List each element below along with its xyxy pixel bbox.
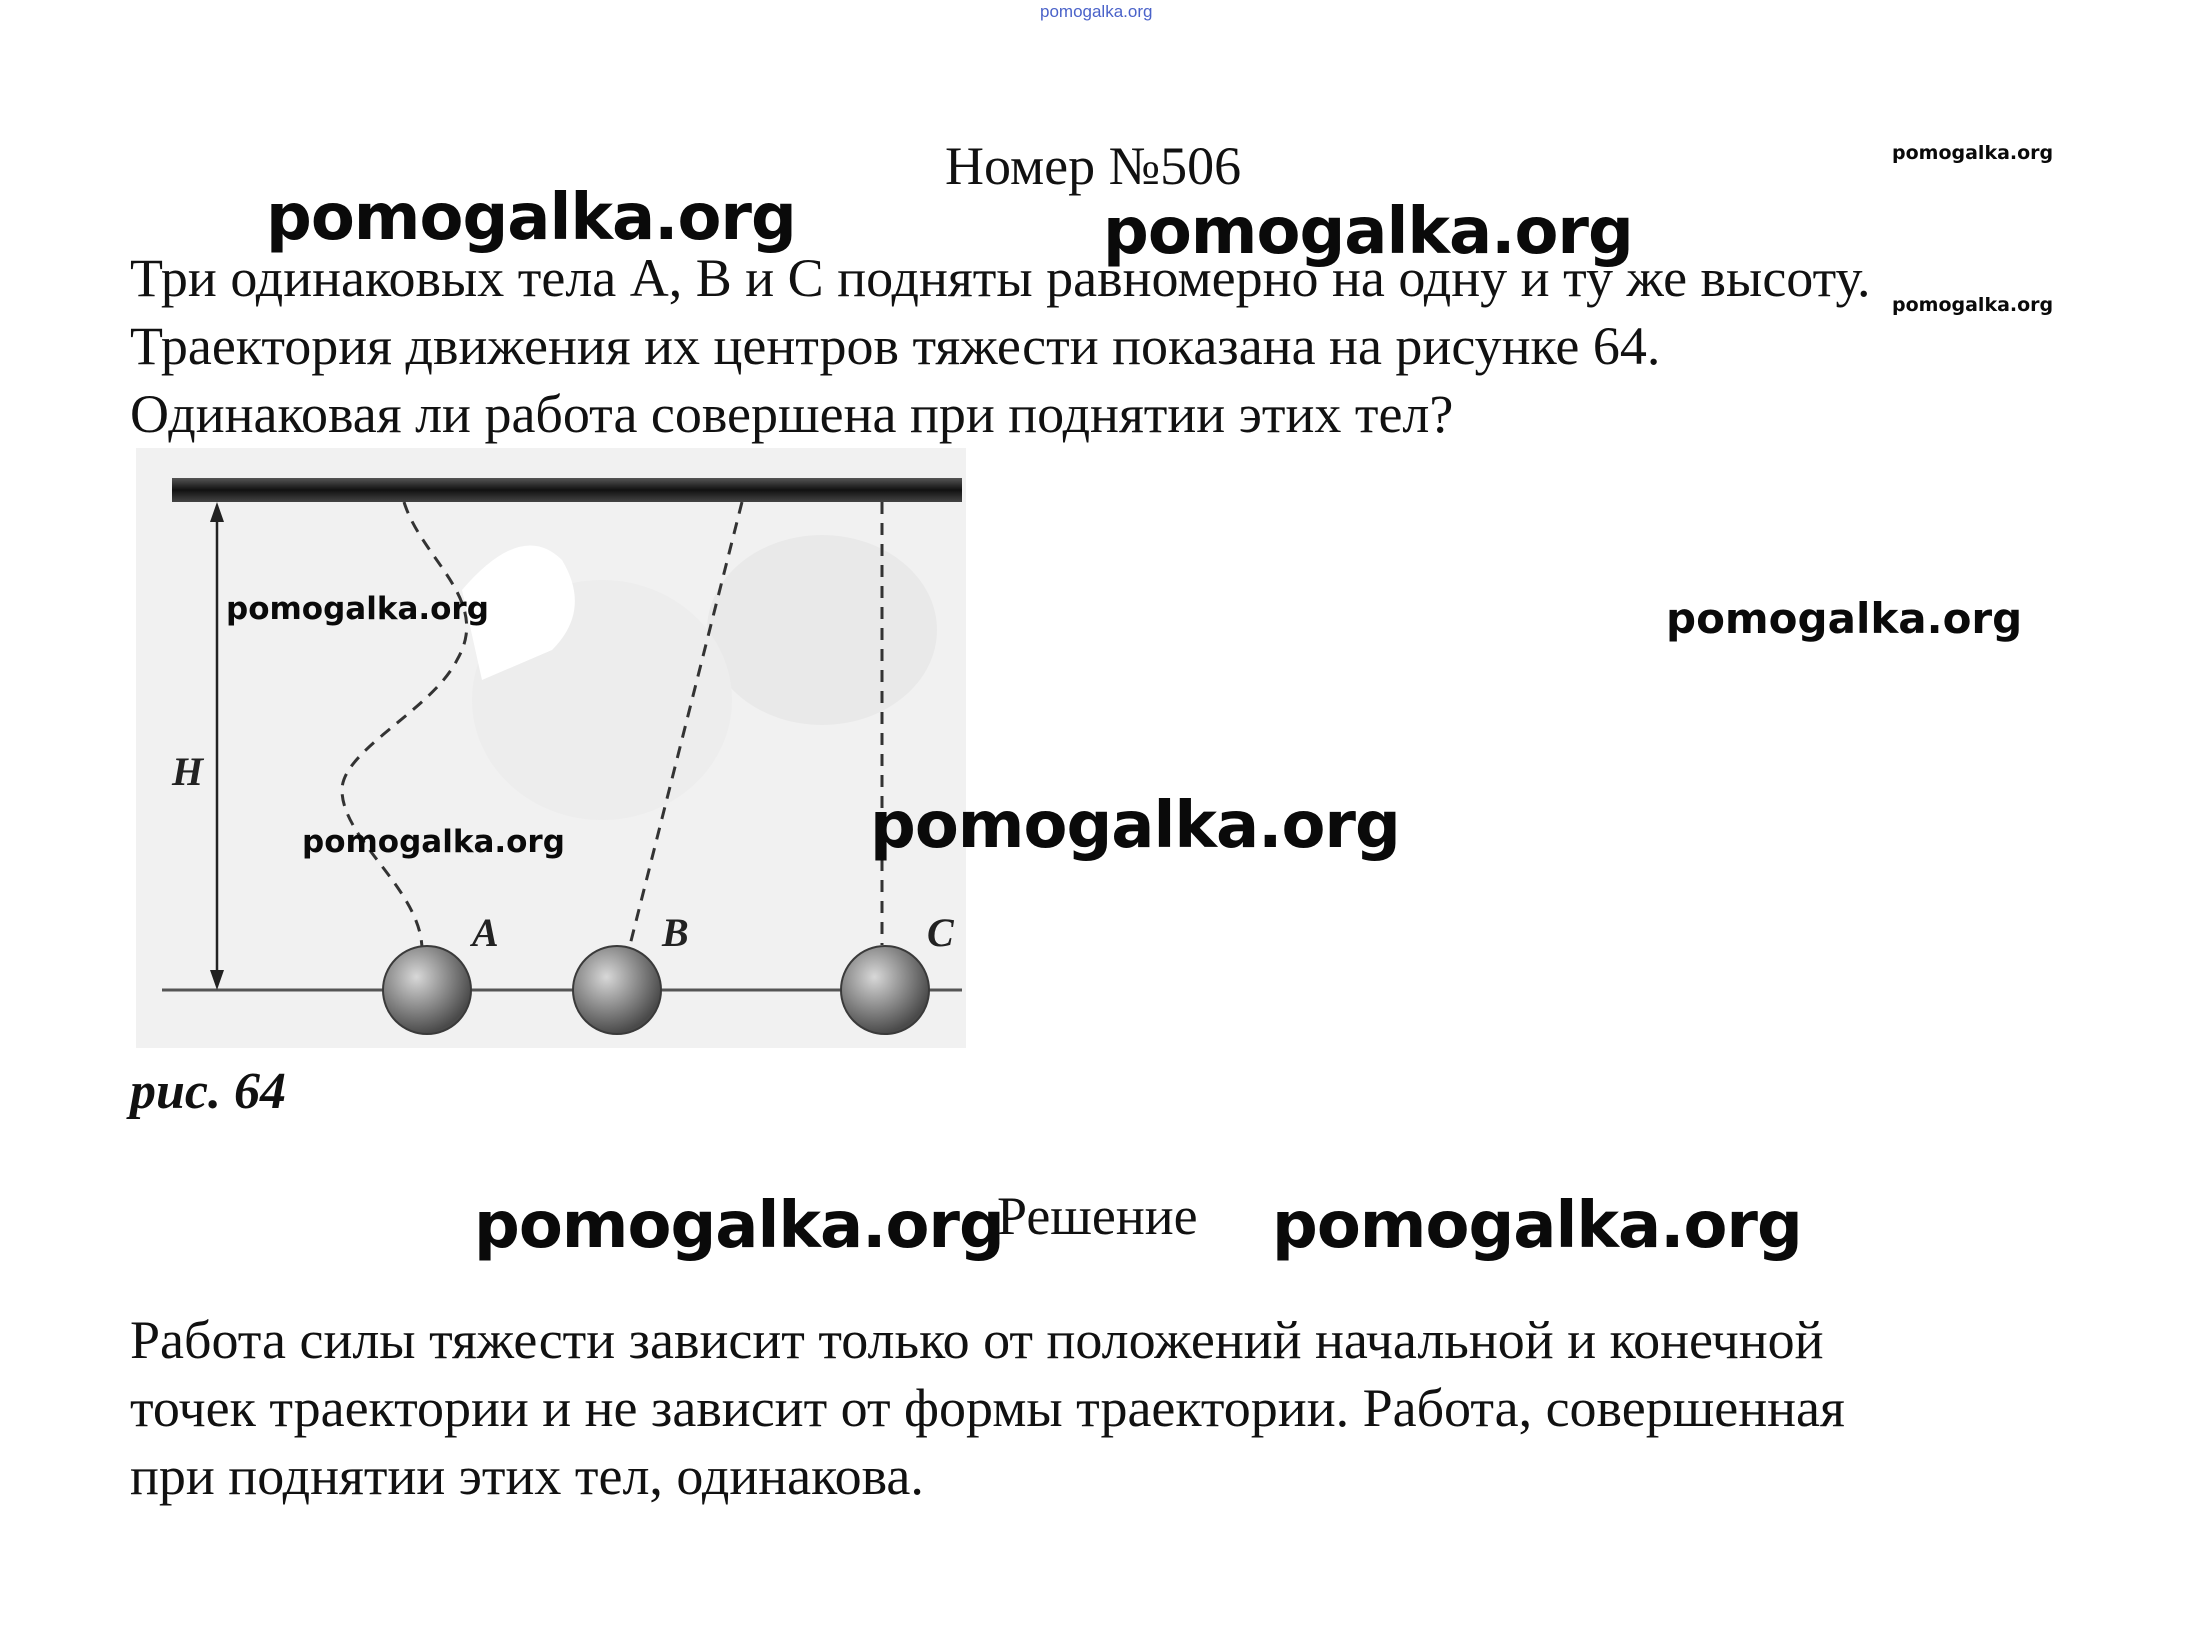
- figure-64: [132, 440, 972, 1055]
- answer-line-2: точек траектории и не зависит от формы траектории. Работа, совершенная: [130, 1378, 1845, 1438]
- watermark: pomogalka.org: [1666, 594, 2023, 643]
- label-b: B: [662, 910, 689, 955]
- ball-a: [383, 946, 471, 1034]
- background-blob: [707, 535, 937, 725]
- watermark: pomogalka.org: [1892, 294, 2054, 316]
- watermark: pomogalka.org: [302, 824, 565, 860]
- label-a: A: [472, 910, 499, 955]
- ceiling-beam: [172, 478, 962, 502]
- page-title: Номер №506: [945, 136, 1242, 196]
- watermark: pomogalka.org: [226, 591, 489, 627]
- figure-caption: рис. 64: [130, 1063, 286, 1120]
- watermark: pomogalka.org: [1272, 1189, 1802, 1263]
- answer-line-1: Работа силы тяжести зависит только от положений начальной и конечной: [130, 1310, 1824, 1370]
- ball-c: [841, 946, 929, 1034]
- watermark: pomogalka.org: [870, 789, 1400, 863]
- answer-line-3: при поднятии этих тел, одинакова.: [130, 1446, 924, 1506]
- watermark: pomogalka.org: [1892, 142, 2054, 164]
- question-line-2: Траектория движения их центров тяжести показана на рисунке 64.: [130, 316, 1661, 376]
- solution-heading: Решение: [997, 1186, 1198, 1246]
- label-c: C: [927, 910, 954, 955]
- top-watermark: pomogalka.org: [1040, 2, 1153, 21]
- question-line-3: Одинаковая ли работа совершена при поднятии этих тел?: [130, 384, 1454, 444]
- watermark: pomogalka.org: [1103, 195, 1633, 269]
- watermark: pomogalka.org: [266, 181, 796, 255]
- question-line-1: Три одинаковых тела А, В и С подняты равномерно на одну и ту же высоту.: [130, 248, 1871, 308]
- question-text: [130, 244, 2150, 448]
- answer-text: [130, 1306, 2130, 1510]
- figure-illustration: [132, 440, 972, 1055]
- watermark: pomogalka.org: [474, 1189, 1004, 1263]
- height-label: H: [172, 749, 204, 794]
- ball-b: [573, 946, 661, 1034]
